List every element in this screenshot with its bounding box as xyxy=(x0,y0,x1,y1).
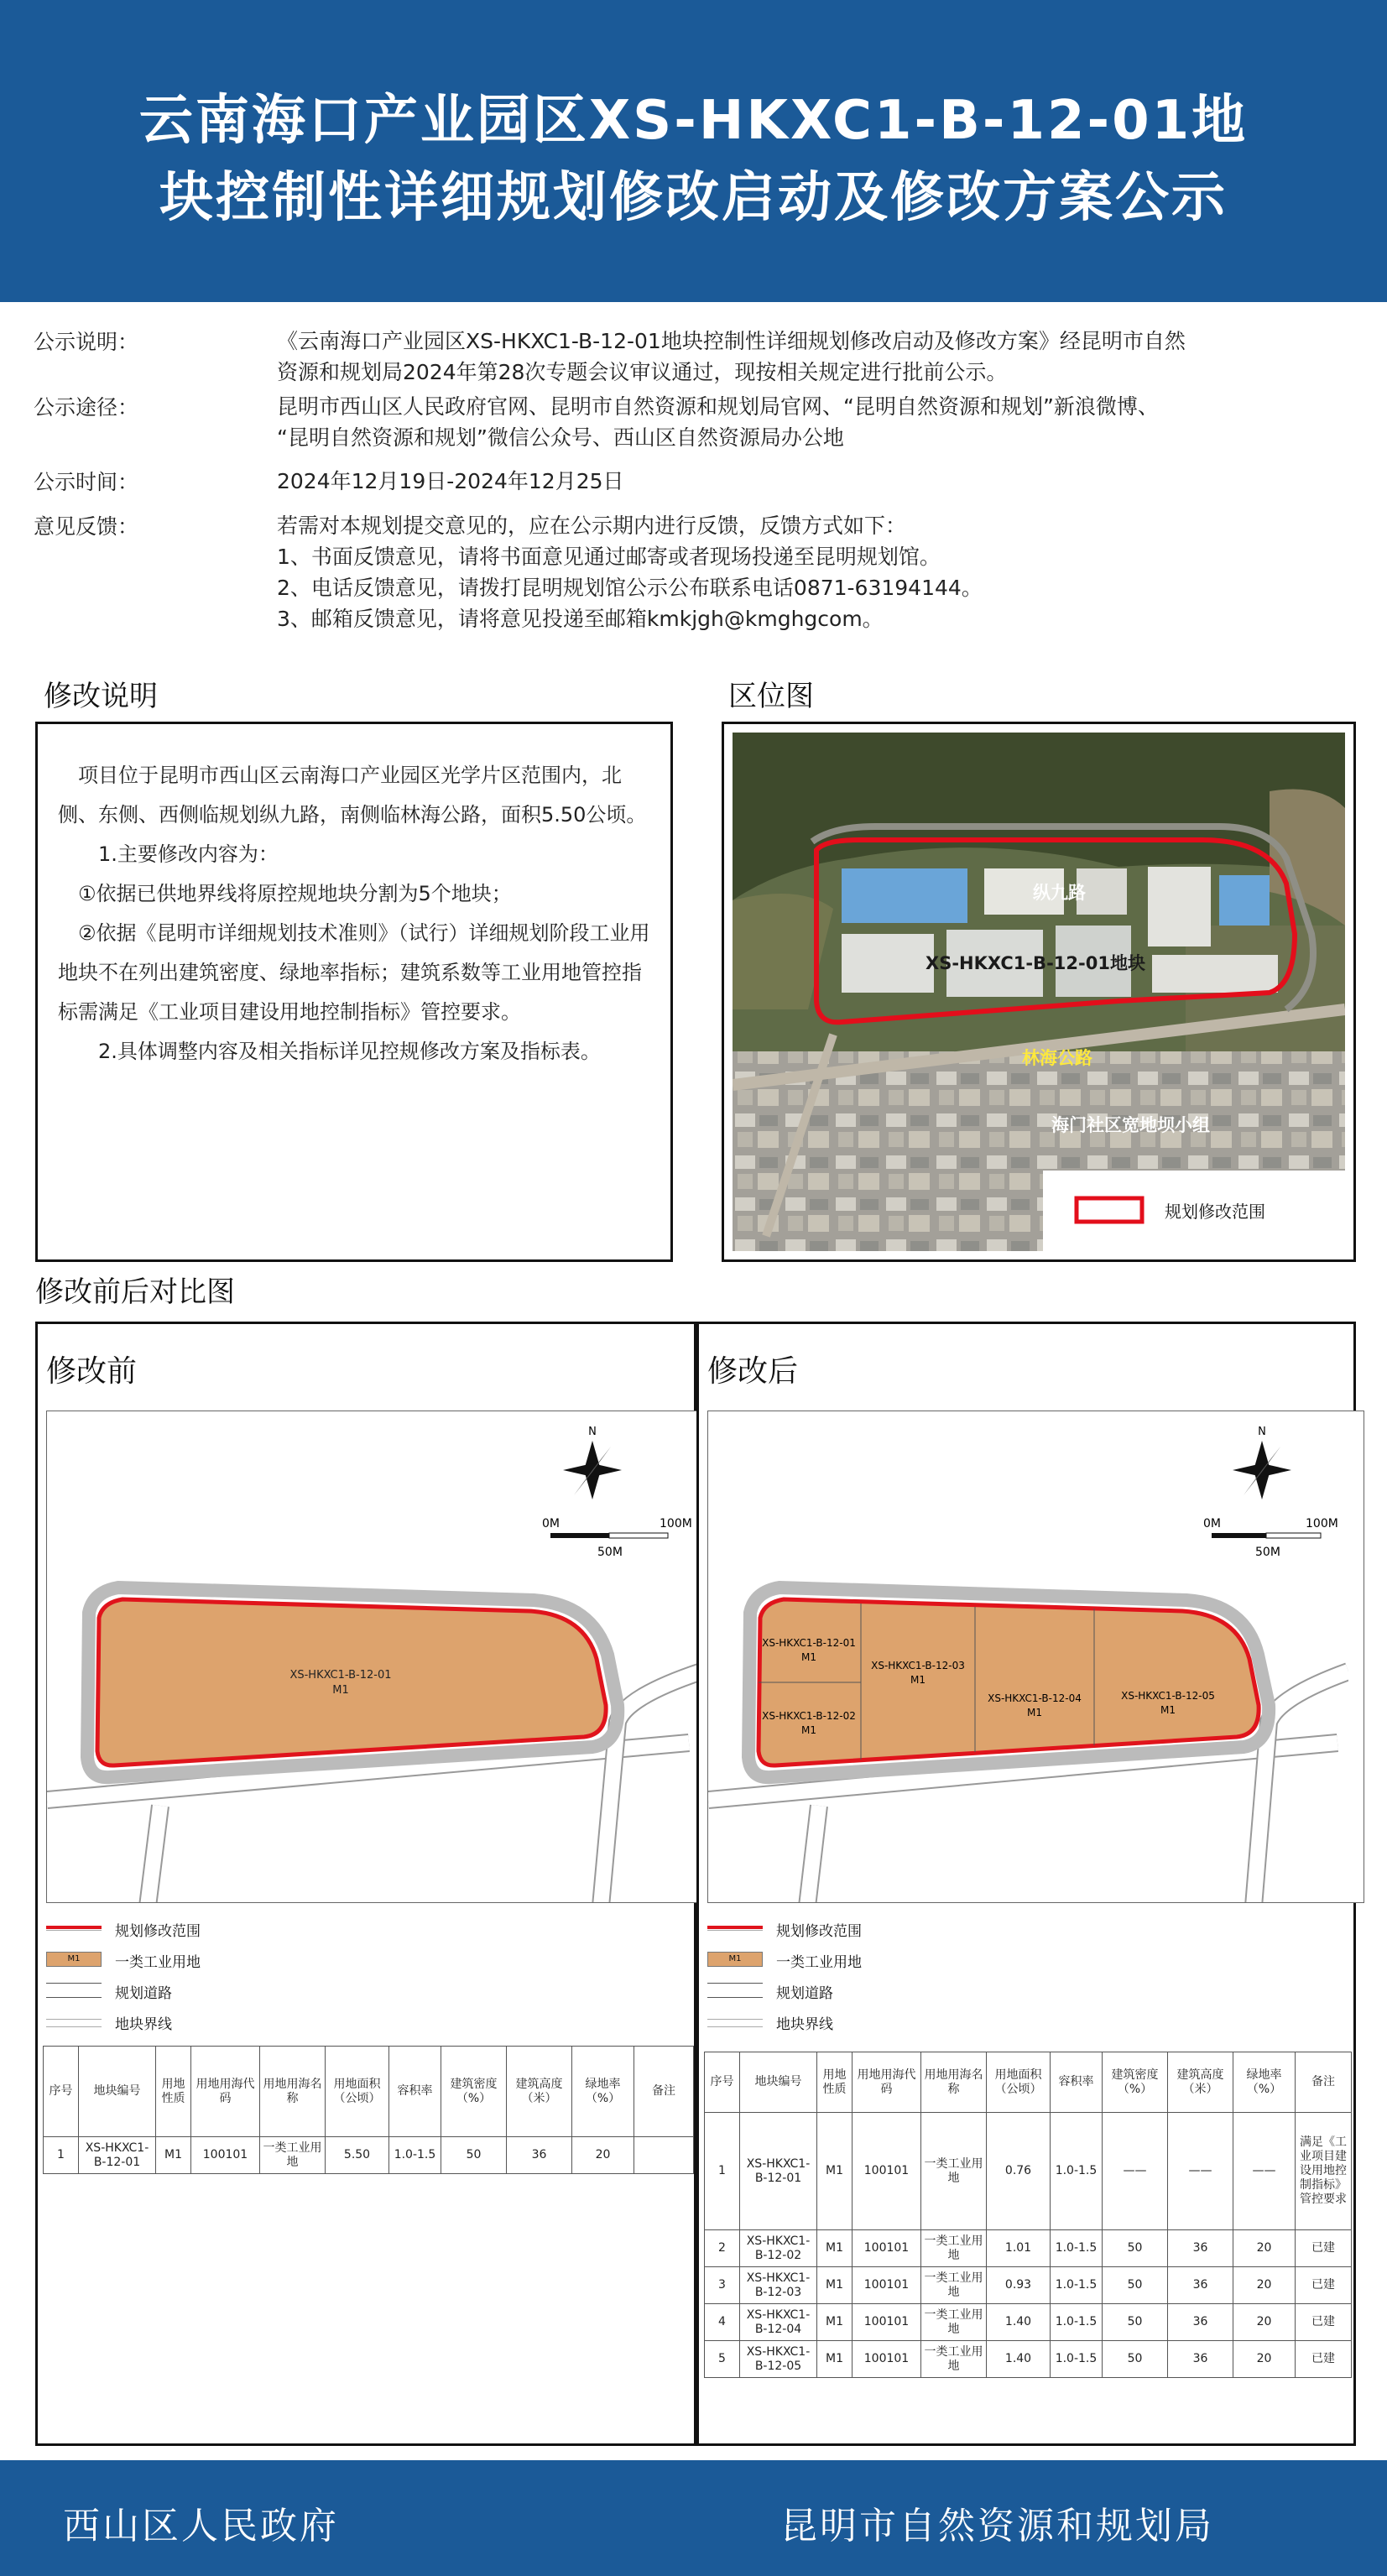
table-row xyxy=(705,2113,1352,2230)
table-cell: XS-HKXC1-B-12-02 xyxy=(740,2230,817,2267)
table-cell: 5 xyxy=(705,2341,740,2378)
panel-title-before: 修改前 xyxy=(46,1354,138,1389)
table-cell: 20 xyxy=(1233,2304,1296,2341)
table-header-cell: 建筑密度（%） xyxy=(1103,2052,1168,2113)
table-cell: 1.0-1.5 xyxy=(389,2137,441,2174)
header-banner xyxy=(0,0,1387,302)
table-cell xyxy=(634,2137,694,2174)
table-cell: 一类工业用地 xyxy=(260,2137,326,2174)
table-cell: 100101 xyxy=(191,2137,260,2174)
table-row xyxy=(705,2267,1352,2304)
table-row xyxy=(705,2304,1352,2341)
table-header-cell: 地块编号 xyxy=(740,2052,817,2113)
table-cell: M1 xyxy=(817,2267,853,2304)
svg-text:50M: 50M xyxy=(597,1546,623,1559)
notice-value xyxy=(277,391,1384,453)
table-cell: M1 xyxy=(156,2137,191,2174)
table-cell: 1.0-1.5 xyxy=(1051,2113,1103,2230)
table-cell: 20 xyxy=(1233,2230,1296,2267)
panel-title-after: 修改后 xyxy=(707,1354,799,1389)
notice-line: 资源和规划局2024年第28次专题会议审议通过，现按相关规定进行批前公示。 xyxy=(277,360,1008,384)
table-cell: 20 xyxy=(572,2137,634,2174)
table-row xyxy=(705,2341,1352,2378)
description-paragraph: 2.具体调整内容及相关指标详见控规修改方案及指标表。 xyxy=(58,1040,601,1063)
before-parcel-code: M1 xyxy=(332,1684,349,1697)
table-cell: 36 xyxy=(1168,2267,1233,2304)
section-title-description: 修改说明 xyxy=(44,680,158,713)
table-cell: XS-HKXC1-B-12-04 xyxy=(740,2304,817,2341)
svg-text:0M: 0M xyxy=(542,1517,560,1530)
table-header-cell: 建筑高度（米） xyxy=(507,2047,572,2137)
table-cell: 1.40 xyxy=(987,2341,1051,2378)
after-parcel-1-code: M1 xyxy=(801,1651,816,1663)
footer-left: 西山区人民政府 xyxy=(63,2505,339,2547)
table-cell: 1.0-1.5 xyxy=(1051,2304,1103,2341)
table-row xyxy=(705,2230,1352,2267)
table-header-cell: 用地面积（公顷） xyxy=(987,2052,1051,2113)
table-cell: —— xyxy=(1168,2113,1233,2230)
notice-value xyxy=(277,510,1384,634)
table-cell: 1.01 xyxy=(987,2230,1051,2267)
table-header-cell: 容积率 xyxy=(389,2047,441,2137)
table-cell: 已建 xyxy=(1296,2304,1352,2341)
location-map xyxy=(722,722,1356,1262)
svg-text:N: N xyxy=(1258,1426,1266,1438)
notice-label: 公示途径： xyxy=(34,395,139,420)
table-header-cell: 备注 xyxy=(634,2047,694,2137)
svg-text:50M: 50M xyxy=(1255,1546,1280,1559)
table-header-cell: 序号 xyxy=(44,2047,79,2137)
table-cell: 36 xyxy=(1168,2230,1233,2267)
svg-text:0M: 0M xyxy=(1203,1517,1221,1530)
table-cell: 1.0-1.5 xyxy=(1051,2341,1103,2378)
table-header-cell: 用地用海名称 xyxy=(260,2047,326,2137)
table-cell: 36 xyxy=(1168,2304,1233,2341)
map-label-parcel: XS-HKXC1-B-12-01地块 xyxy=(926,953,1145,973)
footer-banner xyxy=(0,2460,1387,2576)
before-map xyxy=(46,1411,703,1903)
after-parcel-1-id: XS-HKXC1-B-12-01 xyxy=(762,1637,856,1649)
north-arrow-icon xyxy=(1233,1426,1291,1499)
svg-text:100M: 100M xyxy=(660,1517,692,1530)
table-cell: 50 xyxy=(1103,2304,1168,2341)
notice-line: 2024年12月19日-2024年12月25日 xyxy=(277,469,624,493)
notice-line: 3、邮箱反馈意见，请将意见投递至邮箱kmkjgh@kmghgcom。 xyxy=(277,607,884,631)
panel-after: 修改后 XS-HKXC1-B-12-01 M1 XS-HKXC1-B-12-02 M1 XS-HKXC1-B-12-03 M1 XS-HKXC1-B-12-04 M1 XS-HKXC1-B-12-05 M1 N 0M 100M 50M 规划修改范围 M1 一类工业用地 规划道路 地块界线 序号 地块编号 用地性质 用地用海代码 用地用海名称 用地面积（公顷） 容积率 建筑密度（%） 建筑高度（米） 绿地率（%） 备注 1 XS-HKXC1-B-12-01 M1 100101 一类工业用地 0.76 1.0-1.5 —— —— —— 满足《工业项目建设用地控制指标》管控要求 2 XS-HKXC1-B-12-02 M1 100101 一类工业用地 1.01 1.0-1.5 50 36 20 已建 3 XS-HKXC1-B-12-03 M1 100101 一类工业用地 0.93 1.0-1.5 50 36 20 已建 4 XS-HKXC1-B-12-04 M1 100101 一类工业用地 1.40 1.0-1.5 50 36 20 已建 5 XS-HKXC1-B-12-05 M1 100101 一类工业用地 1.40 1.0-1.5 50 36 20 已建 xyxy=(696,1322,1356,2446)
table-cell: 一类工业用地 xyxy=(921,2113,987,2230)
table-cell: 一类工业用地 xyxy=(921,2267,987,2304)
after-parcel-4-id: XS-HKXC1-B-12-04 xyxy=(988,1692,1082,1704)
table-header-cell: 绿地率（%） xyxy=(572,2047,634,2137)
table-cell: 50 xyxy=(1103,2267,1168,2304)
description-paragraph: ①依据已供地界线将原控规地块分割为5个地块； xyxy=(58,882,512,905)
table-cell: 100101 xyxy=(853,2304,921,2341)
page-title-line1: 云南海口产业园区XS-HKXC1-B-12-01地 xyxy=(138,90,1249,152)
north-arrow-icon xyxy=(563,1426,622,1499)
svg-text:N: N xyxy=(588,1426,597,1438)
table-header-cell: 用地面积（公顷） xyxy=(326,2047,389,2137)
table-cell: —— xyxy=(1233,2113,1296,2230)
table-cell: 0.93 xyxy=(987,2267,1051,2304)
table-cell: 4 xyxy=(705,2304,740,2341)
after-parcel-2-code: M1 xyxy=(801,1724,816,1736)
table-header-cell: 建筑高度（米） xyxy=(1168,2052,1233,2113)
table-cell: M1 xyxy=(817,2230,853,2267)
table-header-cell: 容积率 xyxy=(1051,2052,1103,2113)
page-title-line2: 块控制性详细规划修改启动及修改方案公示 xyxy=(159,167,1228,229)
table-cell: 100101 xyxy=(853,2113,921,2230)
description-paragraph: 1.主要修改内容为： xyxy=(58,842,279,866)
table-header-cell: 用地用海代码 xyxy=(853,2052,921,2113)
notice-line: 2、电话反馈意见，请拨打昆明规划馆公示公布联系电话0871-63194144。 xyxy=(277,576,983,600)
svg-text:100M: 100M xyxy=(1306,1517,1338,1530)
description-box xyxy=(35,722,673,1262)
after-parcel-3-id: XS-HKXC1-B-12-03 xyxy=(871,1660,965,1671)
description-paragraph: ②依据《昆明市详细规划技术准则》（试行）详细规划阶段工业用地块不在列出建筑密度、绿地率指标；建筑系数等工业用地管控指标需满足《工业项目建设用地控制指标》管控要求。 xyxy=(58,921,650,1024)
table-cell: XS-HKXC1-B-12-05 xyxy=(740,2341,817,2378)
table-header-row xyxy=(44,2047,694,2137)
table-cell: 100101 xyxy=(853,2341,921,2378)
panel-before: 修改前 XS-HKXC1-B-12-01 M1 N 0M 100M 50M 规划修改范围 M1 一类工业用地 规划道路 地块界线 序号 地块编号 用地性质 用地用海代码 用地用海名称 用地面积（公顷） 容积率 建筑密度（%） 建筑高度（米） 绿地率（%） 备注 1 XS-HKXC1-B-12-01 M1 100101 一类工业用地 5.50 1.0-1.5 50 36 20 xyxy=(35,1322,696,2446)
after-parcel-5-id: XS-HKXC1-B-12-05 xyxy=(1121,1690,1215,1702)
table-cell: 1 xyxy=(705,2113,740,2230)
scale-bar xyxy=(542,1517,692,1559)
table-cell: 已建 xyxy=(1296,2230,1352,2267)
table-header-cell: 用地性质 xyxy=(817,2052,853,2113)
table-cell: 已建 xyxy=(1296,2341,1352,2378)
after-parcel-3-code: M1 xyxy=(910,1674,926,1686)
table-cell: 一类工业用地 xyxy=(921,2341,987,2378)
notice-line: “昆明自然资源和规划”微信公众号、西山区自然资源局办公地 xyxy=(277,425,844,450)
table-cell: 50 xyxy=(1103,2230,1168,2267)
table-cell: 一类工业用地 xyxy=(921,2230,987,2267)
table-cell: XS-HKXC1-B-12-01 xyxy=(79,2137,156,2174)
after-map xyxy=(707,1411,1364,1903)
table-cell: 36 xyxy=(1168,2341,1233,2378)
table-row xyxy=(44,2137,694,2174)
after-parcel-5-code: M1 xyxy=(1160,1704,1176,1716)
notice-label: 意见反馈： xyxy=(34,514,139,539)
notice-value xyxy=(277,466,1384,497)
notice-line: 《云南海口产业园区XS-HKXC1-B-12-01地块控制性详细规划修改启动及修改方案》经昆明市自然 xyxy=(277,329,1186,353)
before-parcel-id: XS-HKXC1-B-12-01 xyxy=(289,1669,392,1682)
section-title-compare: 修改前后对比图 xyxy=(35,1275,235,1309)
table-cell: 100101 xyxy=(853,2230,921,2267)
table-cell: 1.0-1.5 xyxy=(1051,2230,1103,2267)
table-cell: 5.50 xyxy=(326,2137,389,2174)
table-cell: 100101 xyxy=(853,2267,921,2304)
table-cell: 已建 xyxy=(1296,2267,1352,2304)
table-cell: M1 xyxy=(817,2304,853,2341)
map-label-village: 海门社区宽地坝小组 xyxy=(1051,1115,1210,1135)
scale-bar xyxy=(1203,1517,1338,1559)
table-cell: —— xyxy=(1103,2113,1168,2230)
table-cell: 3 xyxy=(705,2267,740,2304)
table-cell: XS-HKXC1-B-12-03 xyxy=(740,2267,817,2304)
table-cell: 1.0-1.5 xyxy=(1051,2267,1103,2304)
notice-label: 公示时间： xyxy=(34,470,139,494)
table-cell: M1 xyxy=(817,2341,853,2378)
description-paragraph: 项目位于昆明市西山区云南海口产业园区光学片区范围内，北侧、东侧、西侧临规划纵九路，南侧临林海公路，面积5.50公顷。 xyxy=(58,764,647,827)
table-header-cell: 用地性质 xyxy=(156,2047,191,2137)
table-cell: 0.76 xyxy=(987,2113,1051,2230)
table-cell: 满足《工业项目建设用地控制指标》管控要求 xyxy=(1296,2113,1352,2230)
section-title-location: 区位图 xyxy=(728,680,814,713)
table-header-cell: 建筑密度（%） xyxy=(441,2047,507,2137)
table-cell: 50 xyxy=(1103,2341,1168,2378)
table-cell: XS-HKXC1-B-12-01 xyxy=(740,2113,817,2230)
notice-label: 公示说明： xyxy=(34,330,139,354)
table-cell: 1.40 xyxy=(987,2304,1051,2341)
table-header-cell: 用地用海名称 xyxy=(921,2052,987,2113)
table-cell: 36 xyxy=(507,2137,572,2174)
table-header-cell: 序号 xyxy=(705,2052,740,2113)
notice-line: 昆明市西山区人民政府官网、昆明市自然资源和规划局官网、“昆明自然资源和规划”新浪微博、 xyxy=(277,394,1159,419)
map-label-road-south: 林海公路 xyxy=(1022,1048,1092,1068)
table-header-cell: 用地用海代码 xyxy=(191,2047,260,2137)
before-parcel-shape xyxy=(97,1599,606,1765)
table-cell: 50 xyxy=(441,2137,507,2174)
map-legend-label: 规划修改范围 xyxy=(1165,1202,1265,1222)
table-header-cell: 绿地率（%） xyxy=(1233,2052,1296,2113)
after-parcel-4-code: M1 xyxy=(1027,1707,1042,1718)
table-header-row xyxy=(705,2052,1352,2113)
notice-line: 1、书面反馈意见，请将书面意见通过邮寄或者现场投递至昆明规划馆。 xyxy=(277,545,941,569)
table-cell: 20 xyxy=(1233,2341,1296,2378)
table-cell: M1 xyxy=(817,2113,853,2230)
notice-line: 若需对本规划提交意见的，应在公示期内进行反馈，反馈方式如下： xyxy=(277,514,907,538)
after-parcel-2-id: XS-HKXC1-B-12-02 xyxy=(762,1710,856,1722)
notice-value xyxy=(277,326,1384,388)
table-cell: 20 xyxy=(1233,2267,1296,2304)
before-table xyxy=(43,2046,694,2174)
after-table xyxy=(704,2052,1352,2378)
table-header-cell: 地块编号 xyxy=(79,2047,156,2137)
table-cell: 1 xyxy=(44,2137,79,2174)
footer-right: 昆明市自然资源和规划局 xyxy=(780,2505,1214,2547)
table-cell: 2 xyxy=(705,2230,740,2267)
table-header-cell: 备注 xyxy=(1296,2052,1352,2113)
map-label-road-north: 纵九路 xyxy=(1033,883,1086,903)
table-cell: 一类工业用地 xyxy=(921,2304,987,2341)
